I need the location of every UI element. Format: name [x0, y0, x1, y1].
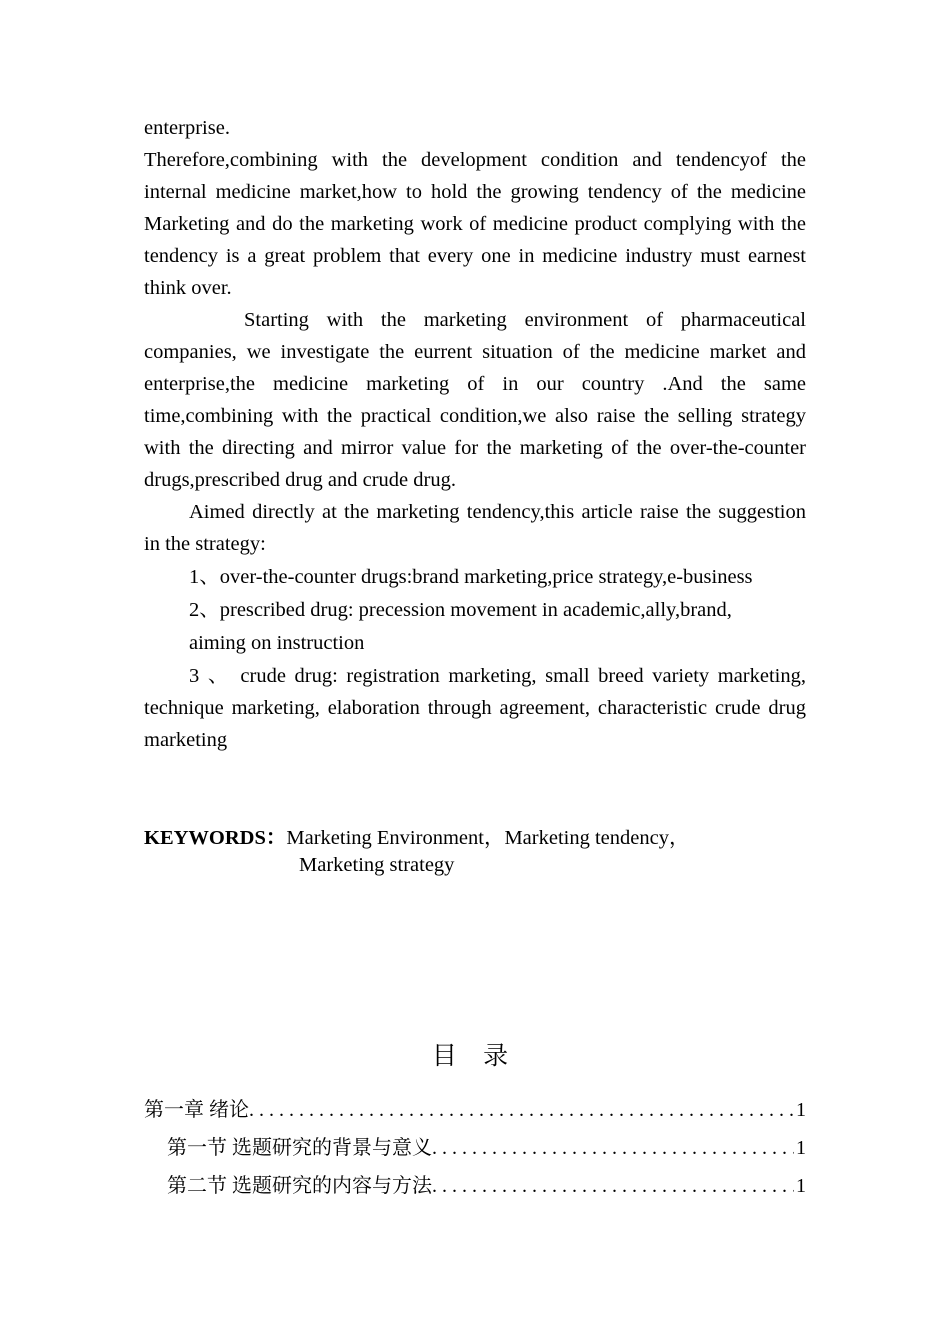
toc-dot-leader [249, 1094, 794, 1126]
toc-entry-label: 第二节 选题研究的内容与方法 [167, 1175, 432, 1197]
toc-entry[interactable] [144, 1094, 806, 1132]
strategy-list-item: 3 、 crude drug: registration marketing, small breed variety marketing, technique marketing, elaboration through agreement, characteristic crude drug marketing [144, 665, 806, 751]
abstract-paragraph: Starting with the marketing environment of pharmaceutical companies, we investigate the eurrent situation of the medicine market and enterprise,the medicine marketing of in our country .And the same time,combining with the practical condition,we also raise the selling strategy with the directing and mirror value for the marketing of the over-the-counter drugs,prescribed drug and crude drug. [144, 309, 806, 491]
toc-entry-label: 第一节 选题研究的背景与意义 [167, 1137, 432, 1159]
strategy-list-item-continuation: aiming on instruction [189, 632, 365, 654]
abstract-paragraph: Aimed directly at the marketing tendency,this article raise the suggestion in the strategy: [144, 501, 806, 555]
abstract-body [144, 112, 806, 756]
keywords-label: KEYWORDS： [144, 827, 287, 849]
toc-title: 目 录 [431, 1043, 519, 1070]
table-of-contents [144, 1094, 806, 1208]
keywords-text: Marketing Environment，Marketing tendency， [286, 827, 690, 849]
toc-entry[interactable] [144, 1170, 806, 1208]
toc-page-number: 1 [796, 1175, 806, 1197]
toc-entry[interactable] [144, 1132, 806, 1170]
toc-page-number: 1 [796, 1137, 806, 1159]
abstract-paragraph: enterprise. [144, 117, 230, 139]
strategy-list-item: 1、over-the-counter drugs:brand marketing,price strategy,e-business [189, 566, 753, 588]
toc-dot-leader [432, 1170, 794, 1202]
toc-dot-leader [432, 1132, 794, 1164]
toc-page-number: 1 [796, 1099, 806, 1121]
keywords-text-continuation: Marketing strategy [299, 854, 455, 876]
abstract-paragraph: Therefore,combining with the development condition and tendencyof the internal medicine market,how to hold the growing tendency of the medicine Marketing and do the marketing work of medicine product complying with the tendency is a great problem that every one in medicine industry must earnest think over. [144, 149, 806, 299]
strategy-list-item: 2、prescribed drug: precession movement in academic,ally,brand, [189, 599, 732, 621]
keywords-line [144, 825, 689, 852]
keywords-block [144, 825, 689, 879]
toc-entry-label: 第一章 绪论 [144, 1099, 249, 1121]
